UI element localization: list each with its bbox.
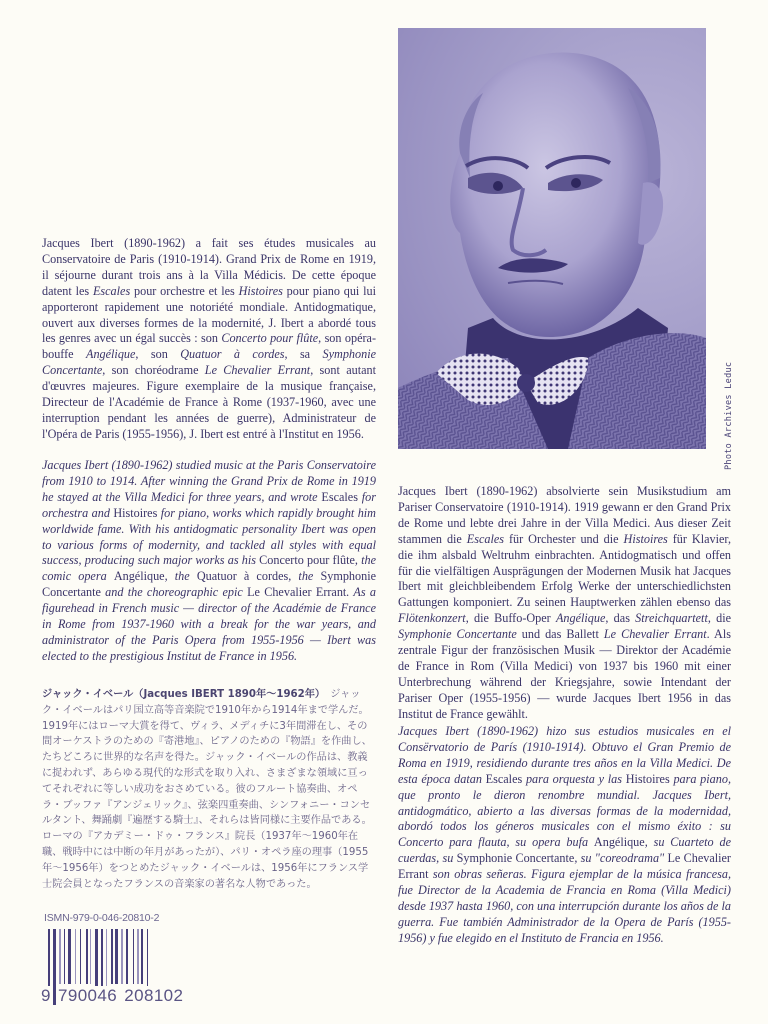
barcode-digit-first: 9 (41, 986, 51, 1005)
barcode-bar (141, 929, 143, 984)
barcode-digits-left: 790046 (57, 986, 118, 1005)
barcode-bar (59, 929, 61, 984)
ismn-label: ISMN-979-0-046-20810-2 (44, 912, 160, 924)
barcode-bar (121, 929, 123, 984)
barcode-bar (86, 929, 88, 984)
biography-japanese: ジャック・イベール（Jacques IBERT 1890年〜1962年） ジャック・イベールはパリ国立高等音楽院で1910年から1914年まで学んだ。1919年にはローマ大賞を得て、ヴィラ、メディチに3年間滞在し、その間オーケストラのための『寄港地』、ピアノのための『物語』を作曲し、たちどころに世界的な名声を得た。ジャック・イベールの作品は、教義に捉われず、あらゆる現代的な形式を取り入れ、さまざまな領域に亘ってそれぞれに等しい成功をおさめている。彼のフルート協奏曲、オペラ・ブッファ『アンジェリック』、弦楽四重奏曲、シンフォニー・コンセルタント、舞踊劇『遍歴する騎士』、それらは皆同様に主要作品である。ローマの『アカデミー・ドゥ・フランス』院長（1937年〜1960年在職、戦時中には中断の年月があったが）、パリ・オペラ座の理事（1955年〜1956年）をつとめたジャック・イベールは、1956年にフランス学士院会員となったフランスの音楽家の著名な人物であった。 (42, 689, 372, 890)
barcode-bar (137, 929, 139, 984)
barcode-bar (68, 929, 71, 984)
portrait-illustration (398, 28, 706, 449)
barcode-bar (133, 929, 134, 984)
biography-german: Jacques Ibert (1890-1962) absolvierte sein Musikstudium am Pariser Conservatoire (1910-1914). 1919 gewann er den Grand Prix de Rome und lebte drei Jahre in der Villa Medici. Aus dieser Zeit stammen die Escales für Orchester und die Histoires für Klavier, die ihm alsbald Weltruhm einbrachten. Antidogmatisch und offen für die vielfältigen Ausprägungen der Modernen Musik hat Jacques Ibert mit gleichbleibendem Erfolg Werke der unterschiedlichsten Gattungen komponiert. Zu seinen Hauptwerken zählen ebenso das Flötenkonzert, die Buffo-Oper Angélique, das Streichquartett, die Symphonie Concertante und das Ballett Le Chevalier Errant. Als zentrale Figur der französischen Musik — Direktor der Académie de France in Rom (Villa Medici) von 1937 bis 1960 mit einer Unterbrechung während der Kriegsjahre, sowie Intendant der Pariser Oper (1955-1956) — wurde Jacques Ibert 1956 in das Institut de France gewählt. (398, 484, 732, 721)
barcode-bar (111, 929, 113, 984)
barcode-bar (126, 929, 128, 984)
composer-portrait-photo (398, 28, 706, 449)
biography-french: Jacques Ibert (1890-1962) a fait ses études musicales au Conservatoire de Paris (1910-1914). Grand Prix de Rome en 1919, il séjourne durant trois ans à la Villa Médicis. De cette époque datent les Escales pour orchestre et les Histoires pour piano qui lui apporteront rapidement une notoriété mondiale. Antidogmatique, ouvert aux diverses formes de la modernité, J. Ibert a abordé tous les genres avec un égal succès : son Concerto pour flûte, son opéra-bouffe Angélique, son Quatuor à cordes, sa Symphonie Concertante, son choréodrame Le Chevalier Errant, sont autant d'œuvres majeures. Figure exemplaire de la musique française, Directeur de l'Académie de France à Rome (1937-1960, avec une interruption pendant les années de guerre), Administrateur de l'Opéra de Paris (1955-1956), J. Ibert est entré à l'Institut en 1956. (42, 236, 377, 441)
barcode-digits (40, 986, 184, 1006)
japanese-heading: ジャック・イベール（Jacques IBERT 1890年〜1962年） (42, 689, 320, 700)
barcode-digits-right: 208102 (124, 986, 184, 1005)
biography-english: Jacques Ibert (1890-1962) studied music at the Paris Conservatoire from 1910 to 1914. After winning the Grand Prix de Rome in 1919 he stayed at the Villa Medici for three years, and wrote Escales for orchestra and Histoires for piano, works which rapidly brought him worldwide fame. With his antidogmatic personality Ibert was open to various forms of modernity, and tackled all styles with equal success, producing such major works as his Concerto pour flûte, the comic opera Angélique, the Quatuor à cordes, the Symphonie Concertante and the choreographic epic Le Chevalier Errant. As a figurehead in French music — director of the Académie de France in Rome from 1937-1960 with a break for the war years, and administrator of the Paris Opera from 1955-1956 — Ibert was elected to the prestigious Institut de France in 1956. (42, 458, 376, 663)
photo-credit: Photo Archives Leduc (724, 361, 734, 470)
biography-spanish: Jacques Ibert (1890-1962) hizo sus estudios musicales en el Consërvatorio de París (1910-1914). Obtuvo el Gran Premio de Roma en 1919, residiendo durante tres años en la Villa Medici. De esta época datan Escales para orquesta y las Histoires para piano, que pronto le dieron renombre mundial. Jacques Ibert, antidogmático, abierto a las diversas formas de la modernidad, abordó todos los géneros musicales con el mismo éxito : su Concerto para flauta, su opera bufa Angélique, su Cuarteto de cuerdas, su Symphonie Concertante, su "coreodrama" Le Chevalier Errant son obras señeras. Figura ejemplar de la música francesa, fue Director de la Academia de Francia en Roma (Villa Medici) desde 1937 hasta 1960, con una interrupción durante los años de la guerra. Fue también Administrador de la Opera de París (1955-1956) y fue elegido en el Instituto de Francia en 1956. (398, 724, 731, 945)
barcode-bar (115, 929, 118, 984)
barcode-bar (64, 929, 65, 984)
barcode-bar (75, 929, 76, 984)
barcode-bar (90, 929, 91, 984)
barcode-bar (80, 929, 81, 984)
